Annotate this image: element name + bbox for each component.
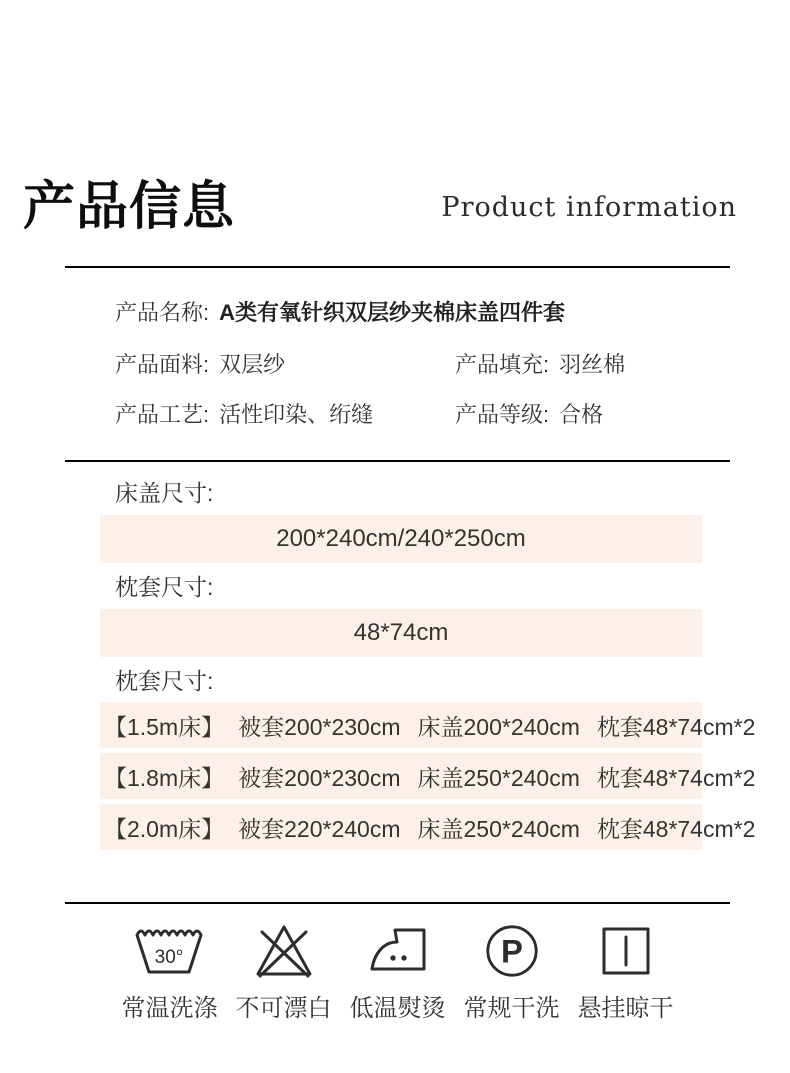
grade-pair (455, 401, 603, 429)
care-label-hang-dry: 悬挂晾干 (577, 995, 674, 1022)
fabric-label: 产品面料: (115, 352, 210, 377)
grade-value: 合格 (559, 402, 604, 427)
care-item-no-bleach (235, 922, 332, 1023)
filling-label: 产品填充: (455, 352, 550, 377)
quilt-spec: 被套200*230cm (238, 713, 401, 740)
page-subtitle: Product information (441, 191, 737, 223)
product-name-value: A类有氧针织双层纱夹棉床盖四件套 (219, 300, 566, 325)
product-attributes-section (65, 299, 730, 429)
bed-spec: 【2.0m床】 (104, 815, 225, 842)
divider-top (65, 266, 730, 268)
bed-spec: 【1.8m床】 (104, 764, 225, 791)
fabric-value: 双层纱 (219, 352, 286, 377)
hang-dry-icon (598, 922, 654, 980)
wash-temp-text: 30° (154, 947, 183, 968)
divider-middle (65, 460, 730, 462)
size-row-1-5m (100, 702, 756, 748)
pillow-spec: 枕套48*74cm*2 (596, 815, 756, 842)
care-label-dry-clean: 常规干洗 (463, 995, 560, 1022)
care-item-hang-dry (577, 922, 674, 1023)
filling-value: 羽丝棉 (559, 352, 626, 377)
cover-spec: 床盖250*240cm (417, 815, 580, 842)
cover-spec: 床盖250*240cm (417, 764, 580, 791)
grade-label: 产品等级: (455, 402, 550, 427)
cover-spec: 床盖200*240cm (417, 713, 580, 740)
fabric-pair (115, 351, 455, 379)
page-title: 产品信息 (23, 178, 236, 236)
iron-low-icon (366, 922, 430, 980)
no-bleach-icon (252, 922, 316, 980)
craft-pair (115, 401, 455, 429)
size-row-1-8m (100, 753, 756, 799)
bedcover-size-label: 床盖尺寸: (115, 480, 214, 506)
pillowcase-size-value: 48*74cm (100, 609, 702, 657)
bedcover-size-value: 200*240cm/240*250cm (100, 515, 702, 563)
attribute-row-name (115, 299, 730, 327)
care-instructions-section (65, 922, 730, 1023)
craft-label: 产品工艺: (115, 402, 210, 427)
attribute-row-craft-grade (115, 401, 730, 429)
pillow-spec: 枕套48*74cm*2 (596, 764, 756, 791)
page-header (0, 178, 790, 236)
sizes-section (65, 479, 756, 850)
care-item-wash (121, 922, 218, 1023)
care-item-dry-clean (463, 922, 560, 1023)
dry-clean-p-icon (482, 922, 542, 980)
size-row-2-0m (100, 804, 756, 850)
wash-tub-30-icon (132, 922, 208, 980)
bed-spec: 【1.5m床】 (104, 713, 225, 740)
care-label-iron: 低温熨烫 (349, 995, 446, 1022)
pillowcase-size-label: 枕套尺寸: (115, 574, 214, 600)
care-label-wash: 常温洗涤 (121, 995, 218, 1022)
set-size-label: 枕套尺寸: (115, 668, 214, 694)
filling-pair (455, 351, 625, 379)
care-item-iron (349, 922, 446, 1023)
care-label-no-bleach: 不可漂白 (235, 995, 332, 1022)
quilt-spec: 被套220*240cm (238, 815, 401, 842)
craft-value: 活性印染、绗缝 (219, 402, 374, 427)
product-name-label: 产品名称: (115, 300, 210, 325)
divider-bottom (65, 902, 730, 904)
attribute-row-fabric-filling (115, 351, 730, 379)
dry-clean-letter: P (500, 932, 523, 970)
pillow-spec: 枕套48*74cm*2 (596, 713, 756, 740)
quilt-spec: 被套200*230cm (238, 764, 401, 791)
